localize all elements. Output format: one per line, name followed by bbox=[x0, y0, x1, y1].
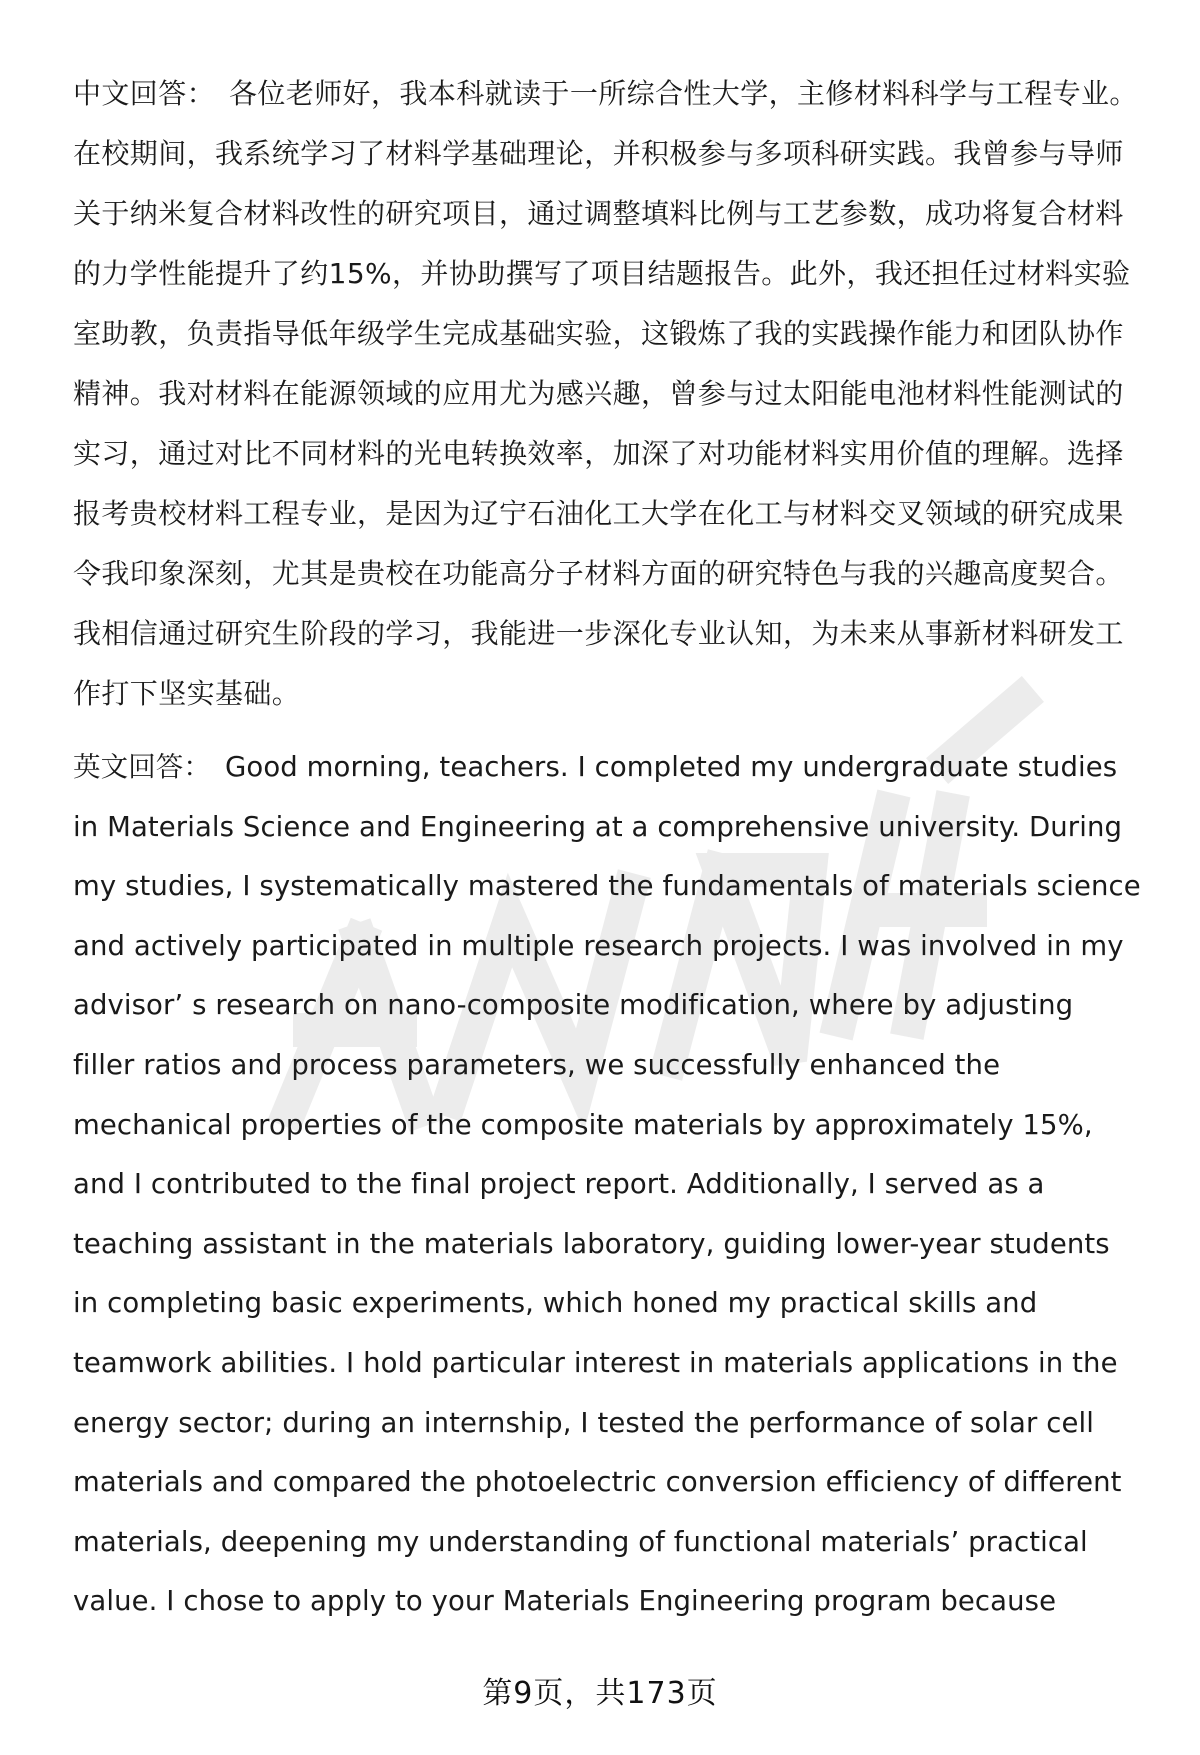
english-answer-label: 英文回答： bbox=[73, 751, 211, 783]
english-answer-paragraph bbox=[73, 738, 1143, 1632]
page-number-footer: 第9页，共173页 bbox=[482, 1676, 718, 1711]
english-answer-text: Good morning, teachers. I completed my undergraduate studies in Materials Science and Engineering at a comprehensive university. During my studies, I systematically mastered the fundamentals of materials science and actively participated in multiple research projects. I was involved in my advisor’ s research on nano-composite modification, where by adjusting filler ratios and process parameters, we successfully enhanced the mechanical properties of the composite materials by approximately 15%, and I contributed to the final project report. Additionally, I served as a teaching assistant in the materials laboratory, guiding lower-year students in completing basic experiments, which honed my practical skills and teamwork abilities. I hold particular interest in materials applications in the energy sector; during an internship, I tested the performance of solar cell materials and compared the photoelectric conversion efficiency of different materials, deepening my understanding of functional materials’ practical value. I chose to apply to your Materials Engineering program because bbox=[73, 751, 1141, 1618]
answer-content bbox=[73, 64, 1143, 1632]
chinese-answer-paragraph bbox=[73, 64, 1143, 724]
chinese-answer-label: 中文回答： bbox=[73, 77, 216, 110]
chinese-answer-text: 各位老师好，我本科就读于一所综合性大学，主修材料科学与工程专业。在校期间，我系统学习了材料学基础理论，并积极参与多项科研实践。我曾参与导师关于纳米复合材料改性的研究项目，通过调整填料比例与工艺参数，成功将复合材料的力学性能提升了约15%，并协助撰写了项目结题报告。此外，我还担任过材料实验室助教，负责指导低年级学生完成基础实验，这锻炼了我的实践操作能力和团队协作精神。我对材料在能源领域的应用尤为感兴趣，曾参与过太阳能电池材料性能测试的实习，通过对比不同材料的光电转换效率，加深了对功能材料实用价值的理解。选择报考贵校材料工程专业，是因为辽宁石油化工大学在化工与材料交叉领域的研究成果令我印象深刻，尤其是贵校在功能高分子材料方面的研究特色与我的兴趣高度契合。我相信通过研究生阶段的学习，我能进一步深化专业认知，为未来从事新材料研发工作打下坚实基础。 bbox=[73, 77, 1138, 710]
